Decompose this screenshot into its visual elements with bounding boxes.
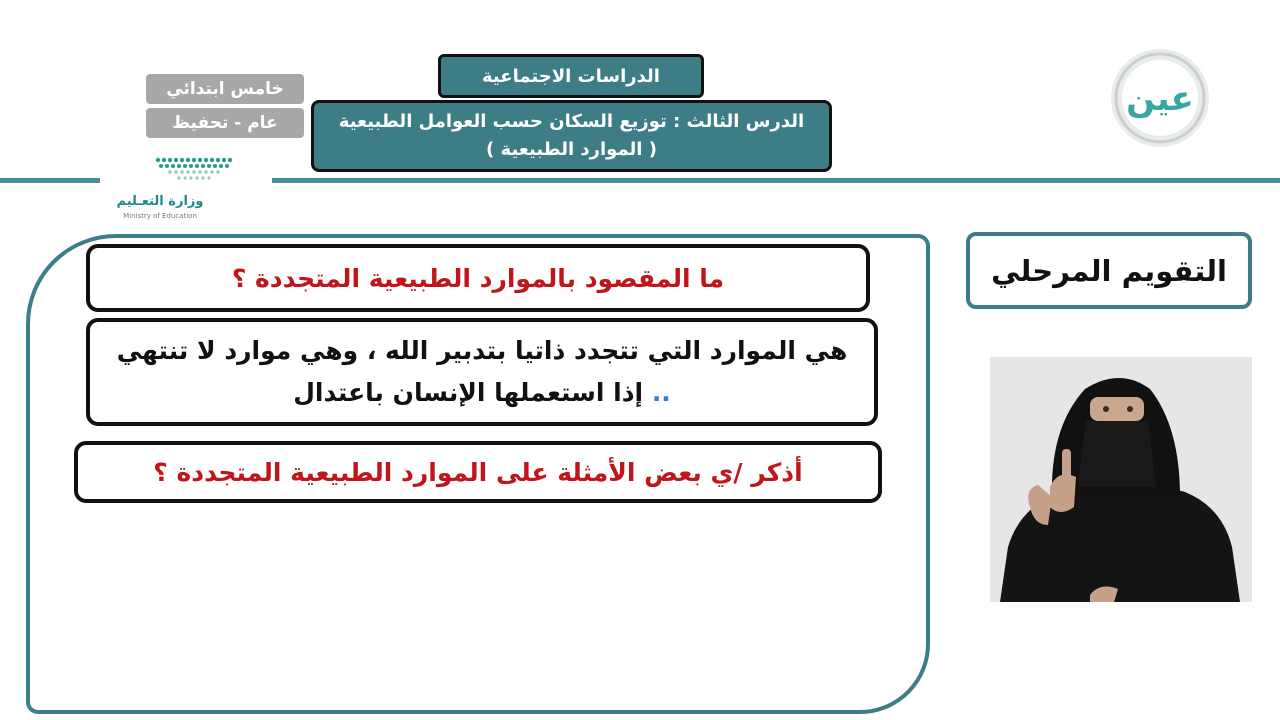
section-title-box (966, 232, 1252, 309)
grade-label: خامس ابتدائي (146, 74, 304, 104)
subject-title (438, 54, 704, 98)
ministry-name-en: Ministry of Education (123, 212, 197, 220)
lesson-title-line2: ( الموارد الطبيعية ) (486, 139, 657, 160)
lesson-title (311, 100, 832, 172)
answer-line-2: إذا استعملها الإنسان باعتدال (293, 378, 644, 407)
answer-dots: .. (651, 378, 671, 407)
question-1-box (86, 244, 870, 312)
subject-title-text: الدراسات الاجتماعية (482, 65, 660, 87)
track-label: عام - تحفيظ (146, 108, 304, 138)
interpreter-illustration (990, 357, 1252, 602)
question-2-text: أذكر /ي بعض الأمثلة على الموارد الطبيعية المتجددة ؟ (153, 457, 803, 487)
lesson-title-line1: الدرس الثالث : توزيع السكان حسب العوامل الطبيعية (338, 111, 805, 132)
answer-line-2-wrap (293, 372, 671, 414)
question-2-box (74, 441, 882, 503)
ministry-name: وزارة التعـليم (116, 194, 204, 209)
answer-line-1: هي الموارد التي تتجدد ذاتيا بتدبير الله ، وهي موارد لا تنتهي (116, 336, 848, 365)
ain-channel-logo (1108, 46, 1212, 150)
answer-box (86, 318, 878, 426)
ain-logo-text: عين (1126, 79, 1194, 119)
section-title: التقويم المرحلي (991, 253, 1227, 288)
question-1-text: ما المقصود بالموارد الطبيعية المتجددة ؟ (231, 263, 725, 293)
sign-language-interpreter-video (990, 357, 1252, 602)
